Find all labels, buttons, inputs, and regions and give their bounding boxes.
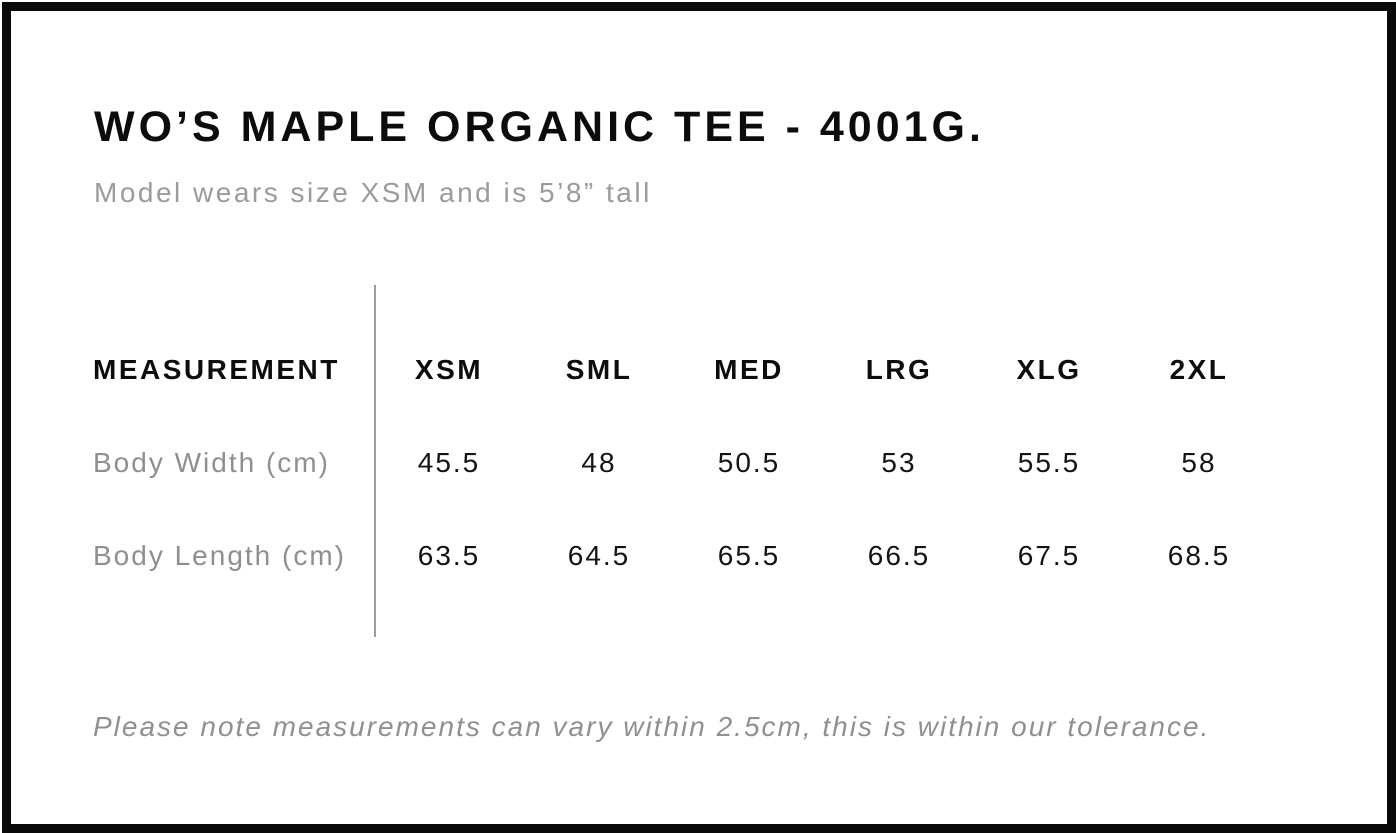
size-chart-table: [93, 323, 1274, 602]
tolerance-note: Please note measurements can vary within 2.5cm, this is within our tolerance.: [93, 711, 1211, 742]
column-header-2xl: 2XL: [1169, 353, 1229, 385]
body-width-xlg-value: 55.5: [1017, 446, 1081, 478]
column-header-sml: SML: [565, 353, 633, 385]
body-width-sml-value: 48: [581, 446, 617, 478]
body-length-xsm-value: 63.5: [417, 539, 481, 571]
body-length-2xl-value: 68.5: [1167, 539, 1231, 571]
body-width-med-value: 50.5: [717, 446, 781, 478]
body-length-xlg-value: 67.5: [1017, 539, 1081, 571]
body-length-med-value: 65.5: [717, 539, 781, 571]
row-label-body-length: Body Length (cm): [93, 539, 346, 571]
column-header-xsm: XSM: [414, 353, 484, 385]
row-label-body-width: Body Width (cm): [93, 446, 330, 478]
body-width-2xl-value: 58: [1181, 446, 1217, 478]
column-header-lrg: LRG: [865, 353, 933, 385]
column-header-med: MED: [714, 353, 784, 385]
page-title: WO’S MAPLE ORGANIC TEE - 4001G.: [94, 103, 985, 151]
model-size-subtitle: Model wears size XSM and is 5’8” tall: [94, 177, 652, 208]
body-width-lrg-value: 53: [881, 446, 917, 478]
body-width-xsm-value: 45.5: [417, 446, 481, 478]
column-header-xlg: XLG: [1016, 353, 1082, 385]
body-length-lrg-value: 66.5: [867, 539, 931, 571]
column-header-measurement: MEASUREMENT: [93, 353, 340, 385]
body-length-sml-value: 64.5: [567, 539, 631, 571]
